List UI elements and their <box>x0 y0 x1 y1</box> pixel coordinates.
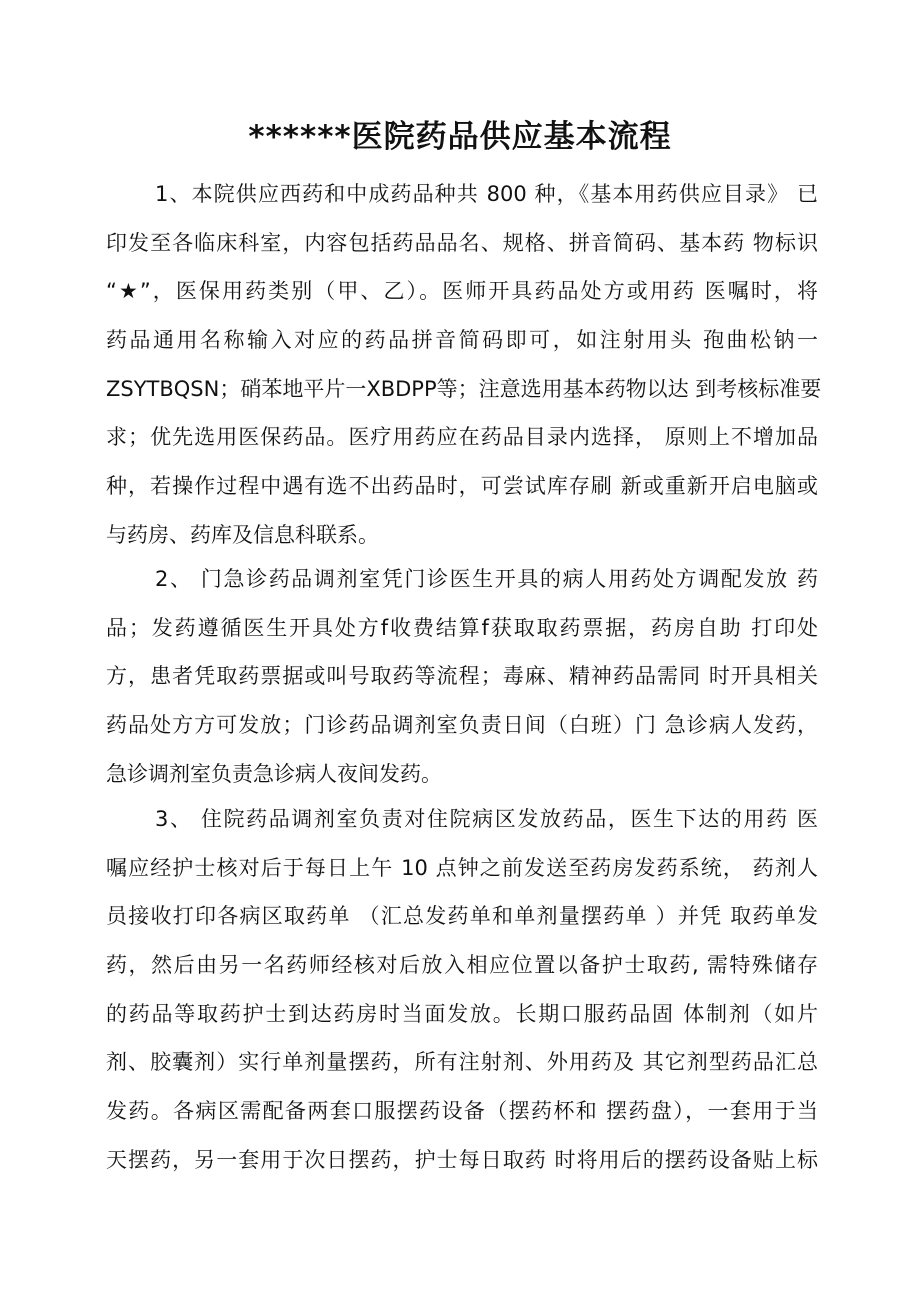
text-line: 剂、胶囊剂）实行单剂量摆药，所有注射剂、外用药及 其它剂型药品汇总 <box>106 1050 818 1075</box>
document-title: ******医院药品供应基本流程 <box>248 119 672 155</box>
text-line: ZSYTBQSN；硝苯地平片一XBDPP等；注意选用基本药物以达 到考核标准要 <box>106 376 822 401</box>
text-line: “★”，医保用药类别（甲、乙）。医师开具药品处方或用药 医嘱时，将 <box>106 279 818 304</box>
text-line: 药品处方方可发放；门诊药品调剂室负责日间（白班）门 急诊病人发药， <box>106 713 818 738</box>
text-line: 1、本院供应西药和中成药品种共 800 种，《基本用药供应目录》 已 <box>155 182 818 206</box>
paragraph-2 <box>106 555 818 798</box>
text-line: 嘱应经护士核对后于每日上午 10 点钟之前发送至药房发药系统， 药剂人 <box>106 855 818 880</box>
text-line: 方，患者凭取药票据或叫号取药等流程；毒麻、精神药品需同 时开具相关 <box>106 664 818 689</box>
text-line: 员接收打印各病区取药单 （汇总发药单和单剂量摆药单 ）并凭 取药单发 <box>106 904 818 929</box>
text-line: 的药品等取药护士到达药房时当面发放。长期口服药品固 体制剂（如片 <box>106 1001 818 1026</box>
text-line: 药，然后由另一名药师经核对后放入相应位置以备护士取药, 需特殊储存 <box>106 953 818 978</box>
text-line: 急诊调剂室负责急诊病人夜间发药。 <box>106 761 442 786</box>
text-line: 品；发药遵循医生开具处方f收费结算f获取取药票据，药房自助 打印处 <box>106 615 818 640</box>
text-line: 药品通用名称输入对应的药品拼音简码即可，如注射用头 孢曲松钠一 <box>106 328 818 353</box>
text-line: 3、 住院药品调剂室负责对住院病区发放药品，医生下达的用药 医 <box>155 807 818 831</box>
text-line: 2、 门急诊药品调剂室凭门诊医生开具的病人用药处方调配发放 药 <box>155 567 818 591</box>
text-line: 印发至各临床科室，内容包括药品品名、规格、拼音简码、基本药 物标识 <box>106 230 818 255</box>
text-line: 与药房、药库及信息科联系。 <box>106 522 379 547</box>
text-line: 发药。各病区需配备两套口服摆药设备（摆药杯和 摆药盘），一套用于当 <box>106 1099 818 1124</box>
paragraph-3 <box>106 795 818 1185</box>
text-line: 求；优先选用医保药品。医疗用药应在药品目录内选择， 原则上不增加品 <box>106 425 818 450</box>
text-line: 种，若操作过程中遇有选不出药品时，可尝试库存刷 新或重新开启电脑或 <box>106 474 818 499</box>
paragraph-1 <box>106 170 822 560</box>
text-line: 天摆药，另一套用于次日摆药，护士每日取药 时将用后的摆药设备贴上标 <box>106 1147 818 1172</box>
